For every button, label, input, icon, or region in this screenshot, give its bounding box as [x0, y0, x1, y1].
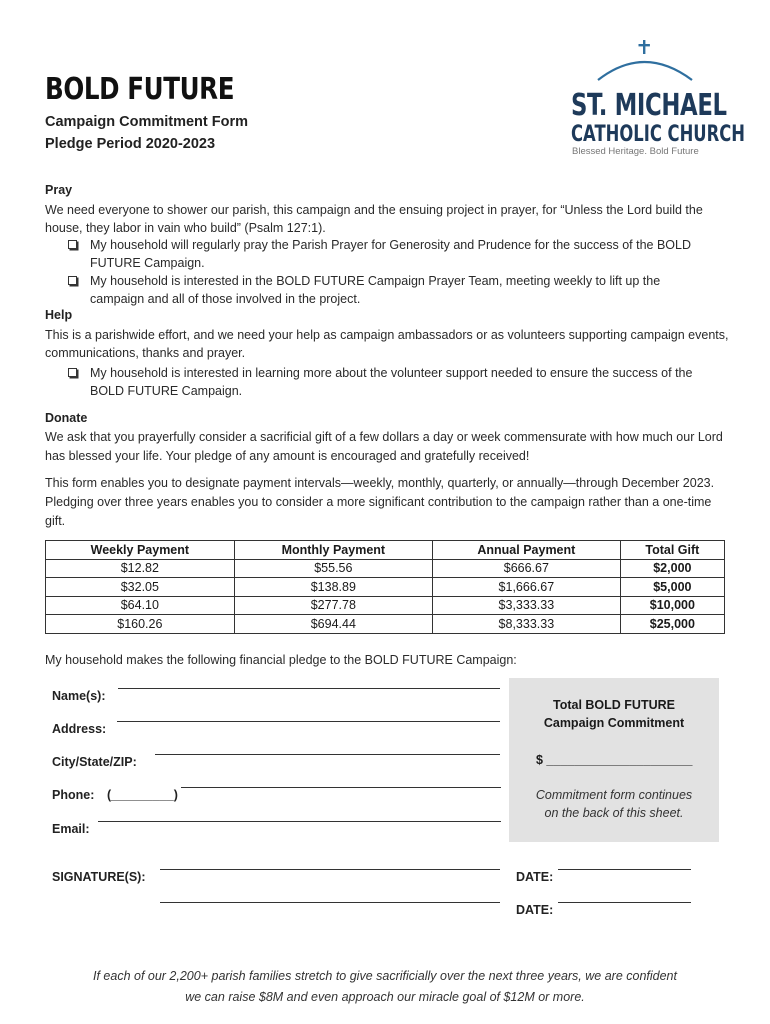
- campaign-title: BOLD FUTURE: [45, 72, 235, 107]
- signature-label: SIGNATURE(S):: [52, 870, 146, 884]
- total-amount-field[interactable]: $ _____________________: [536, 753, 693, 767]
- help-text: This is a parishwide effort, and we need your help as campaign ambassadors or as volunteers supporting campaign events, communications, thanks and prayer.: [45, 328, 729, 360]
- table-row: [46, 578, 725, 597]
- checkbox-icon[interactable]: [68, 368, 77, 377]
- pray-option-2[interactable]: [68, 272, 708, 308]
- help-heading: Help: [45, 308, 73, 322]
- signature-field-2[interactable]: [160, 902, 500, 903]
- footer-line-2: we can raise $8M and even approach our miracle goal of $12M or more.: [185, 990, 585, 1004]
- phone-label: Phone:: [52, 788, 95, 802]
- table-header-row: [46, 541, 725, 560]
- checkbox-icon[interactable]: [68, 276, 77, 285]
- table-cell: $5,000: [620, 578, 724, 597]
- table-cell: $10,000: [620, 596, 724, 615]
- name-field[interactable]: [118, 688, 500, 689]
- date-field-1[interactable]: [558, 869, 691, 870]
- address-field[interactable]: [117, 721, 500, 722]
- phone-field[interactable]: [181, 787, 501, 788]
- phone-area-code-field[interactable]: (_________): [107, 788, 178, 802]
- table-cell: $160.26: [46, 615, 235, 634]
- city-state-zip-label: City/State/ZIP:: [52, 755, 137, 769]
- help-option-1-label: My household is interested in learning more about the volunteer support needed to ensure the success of the BOLD FUTURE Campaign.: [90, 366, 693, 398]
- table-cell: $32.05: [46, 578, 235, 597]
- donate-text-1: We ask that you prayerfully consider a sacrificial gift of a few dollars a day or week commensurate with how much our Lord has blessed your life. Your pledge of any amount is encouraged and gratefully received!: [45, 430, 723, 463]
- table-cell: $666.67: [432, 559, 620, 578]
- pray-option-2-label: My household is interested in the BOLD FUTURE Campaign Prayer Team, meeting weekly to lift up the campaign and all of those involved in the project.: [90, 274, 661, 306]
- table-cell: $2,000: [620, 559, 724, 578]
- date-field-2[interactable]: [558, 902, 691, 903]
- address-label: Address:: [52, 722, 107, 736]
- table-cell: $64.10: [46, 596, 235, 615]
- continues-note-2: on the back of this sheet.: [544, 806, 684, 820]
- checkbox-icon[interactable]: [68, 240, 77, 249]
- header-weekly: Weekly Payment: [46, 541, 235, 560]
- form-subtitle: Campaign Commitment Form: [45, 114, 249, 130]
- pray-text: We need everyone to shower our parish, this campaign and the ensuing project in prayer, for “Unless the Lord build the house, they labor in vain who build” (Psalm 127:1).: [45, 203, 703, 235]
- total-title-1: Total BOLD FUTURE: [553, 698, 675, 712]
- table-cell: $3,333.33: [432, 596, 620, 615]
- city-state-zip-field[interactable]: [155, 754, 500, 755]
- table-row: [46, 559, 725, 578]
- pray-option-1-label: My household will regularly pray the Parish Prayer for Generosity and Prudence for the success of the BOLD FUTURE Campaign.: [90, 238, 691, 270]
- donate-text-2: This form enables you to designate payment intervals—weekly, monthly, quarterly, or annually—through December 2023. Pledging over three years enables you to consider a more significant contribution to the campaign rather than a one-time gift.: [45, 476, 715, 528]
- help-option-1[interactable]: [68, 364, 708, 400]
- header-monthly: Monthly Payment: [234, 541, 432, 560]
- table-row: [46, 615, 725, 634]
- table-cell: $55.56: [234, 559, 432, 578]
- table-cell: $1,666.67: [432, 578, 620, 597]
- table-cell: $25,000: [620, 615, 724, 634]
- table-cell: $277.78: [234, 596, 432, 615]
- table-cell: $694.44: [234, 615, 432, 634]
- table-cell: $12.82: [46, 559, 235, 578]
- pledge-intro: My household makes the following financial pledge to the BOLD FUTURE Campaign:: [45, 653, 517, 667]
- header-total: Total Gift: [620, 541, 724, 560]
- email-label: Email:: [52, 822, 90, 836]
- email-field[interactable]: [98, 821, 501, 822]
- logo-tagline: Blessed Heritage. Bold Future: [572, 146, 699, 157]
- continues-note-1: Commitment form continues: [535, 788, 693, 802]
- footer-line-1: If each of our 2,200+ parish families stretch to give sacrificially over the next three years, we are confident: [93, 969, 677, 983]
- donate-heading: Donate: [45, 411, 88, 425]
- header-annual: Annual Payment: [432, 541, 620, 560]
- signature-field-1[interactable]: [160, 869, 500, 870]
- payment-table: [45, 540, 725, 634]
- date-label-2: DATE:: [516, 903, 554, 917]
- pray-option-1[interactable]: [68, 236, 708, 272]
- total-title-2: Campaign Commitment: [543, 716, 685, 730]
- pray-heading: Pray: [45, 183, 73, 197]
- logo-line-1: ST. MICHAEL: [571, 88, 727, 123]
- logo-line-2: CATHOLIC CHURCH: [571, 122, 745, 147]
- name-label: Name(s):: [52, 689, 106, 703]
- table-cell: $138.89: [234, 578, 432, 597]
- footer-message: [40, 966, 730, 1008]
- total-commitment-box: [509, 678, 719, 842]
- table-cell: $8,333.33: [432, 615, 620, 634]
- date-label-1: DATE:: [516, 870, 554, 884]
- pledge-period: Pledge Period 2020-2023: [45, 136, 216, 152]
- table-row: [46, 596, 725, 615]
- church-logo: [568, 36, 745, 160]
- cross-arch-icon: [568, 36, 728, 96]
